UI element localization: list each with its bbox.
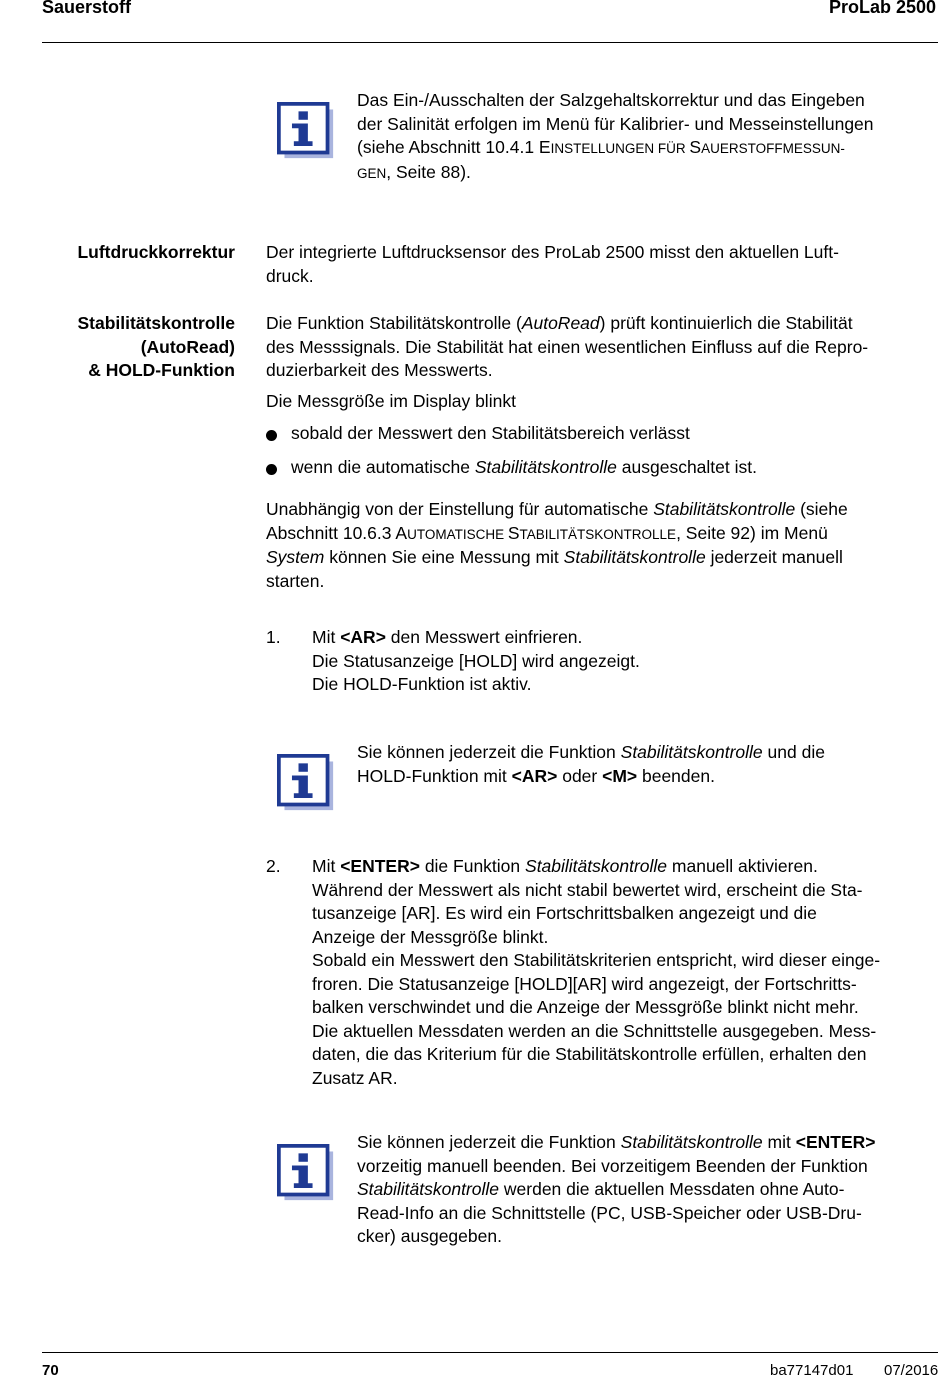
footer-rule [42, 1352, 938, 1353]
document-date: 07/2016 [884, 1362, 939, 1379]
running-header-chapter: Sauerstoff [42, 0, 132, 17]
paragraph-luftdruck: Der integrierte Luftdrucksensor des ProLab 2500 misst den aktuellen Luft- druck. [266, 242, 839, 286]
side-heading-luftdruckkorrektur: Luftdruckkorrektur [77, 242, 235, 262]
bullet-dot-icon [266, 430, 277, 441]
step-number: 2. [266, 856, 281, 876]
info-icon [277, 1144, 335, 1202]
step-2-text: Mit <ENTER> die Funktion Stabilitätskontrolle manuell aktivieren. Während der Messwert als nicht stabil bewertet wird, erscheint die Sta- tusanzeige [AR]. Es wird ein Fortschrittsbalken angezeigt und die Anzeige der Messgröße blinkt. Sobald ein Messwert den Stabilitätskriterien entspricht, wird dieser einge- froren. Die Statusanzeige [HOLD][AR] wird angezeigt, der Fortschritts- balken verschwindet und die Anzeige der Messgröße blinkt nicht mehr. Die aktuellen Messdaten werden an die Schnittstelle ausgegeben. Mess- daten, die das Kriterium für die Stabilitätskontrolle erfüllen, erhalten den Zusatz AR. [312, 856, 881, 1088]
header-rule [42, 42, 938, 43]
bullet-dot-icon [266, 464, 277, 475]
paragraph-blink: Die Messgröße im Display blinkt [266, 391, 516, 411]
paragraph-stabilitaet: Die Funktion Stabilitätskontrolle (AutoRead) prüft kontinuierlich die Stabilität des Messsignals. Die Stabilität hat einen wesentlichen Einfluss auf die Repro- duzierbarkeit des Messwerts. [266, 313, 869, 380]
running-header-product: ProLab 2500 [828, 0, 936, 17]
paragraph-unabhaengig: Unabhängig von der Einstellung für automatische Stabilitätskontrolle (siehe Abschnitt 10.6.3 AUTOMATISCHE STABILITÄTSKONTROLLE, Seite 92) im Menü System können Sie eine Messung mit Stabilitätskontrolle jederzeit manuell starten. [266, 499, 848, 591]
info-icon [277, 754, 335, 812]
step-1-text: Mit <AR> den Messwert einfrieren. Die Statusanzeige [HOLD] wird angezeigt. Die HOLD-Funktion ist aktiv. [312, 627, 640, 694]
info-icon [277, 102, 335, 160]
page-number: 70 [42, 1362, 59, 1379]
info-note-enter: Sie können jederzeit die Funktion Stabilitätskontrolle mit <ENTER> vorzeitig manuell beenden. Bei vorzeitigem Beenden der Funktion Stabilitätskontrolle werden die aktuellen Messdaten ohne Auto- Read-Info an die Schnittstelle (PC, USB-Speicher oder USB-Dru- cker) ausgegeben. [357, 1132, 876, 1246]
info-note-salinity: Das Ein-/Ausschalten der Salzgehaltskorrektur und das Eingeben der Salinität erfolgen im Menü für Kalibrier- und Messeinstellungen (siehe Abschnitt 10.4.1 EINSTELLUNGEN FÜR SAUERSTOFFMESSUN- GEN, Seite 88). [357, 90, 874, 182]
document-id: ba77147d01 [770, 1362, 854, 1379]
info-note-hold: Sie können jederzeit die Funktion Stabilitätskontrolle und die HOLD-Funktion mit <AR> oder <M> beenden. [357, 742, 825, 786]
step-number: 1. [266, 627, 281, 647]
side-heading-stabilitaetskontrolle: Stabilitätskontrolle (AutoRead) & HOLD-Funktion [77, 313, 235, 380]
